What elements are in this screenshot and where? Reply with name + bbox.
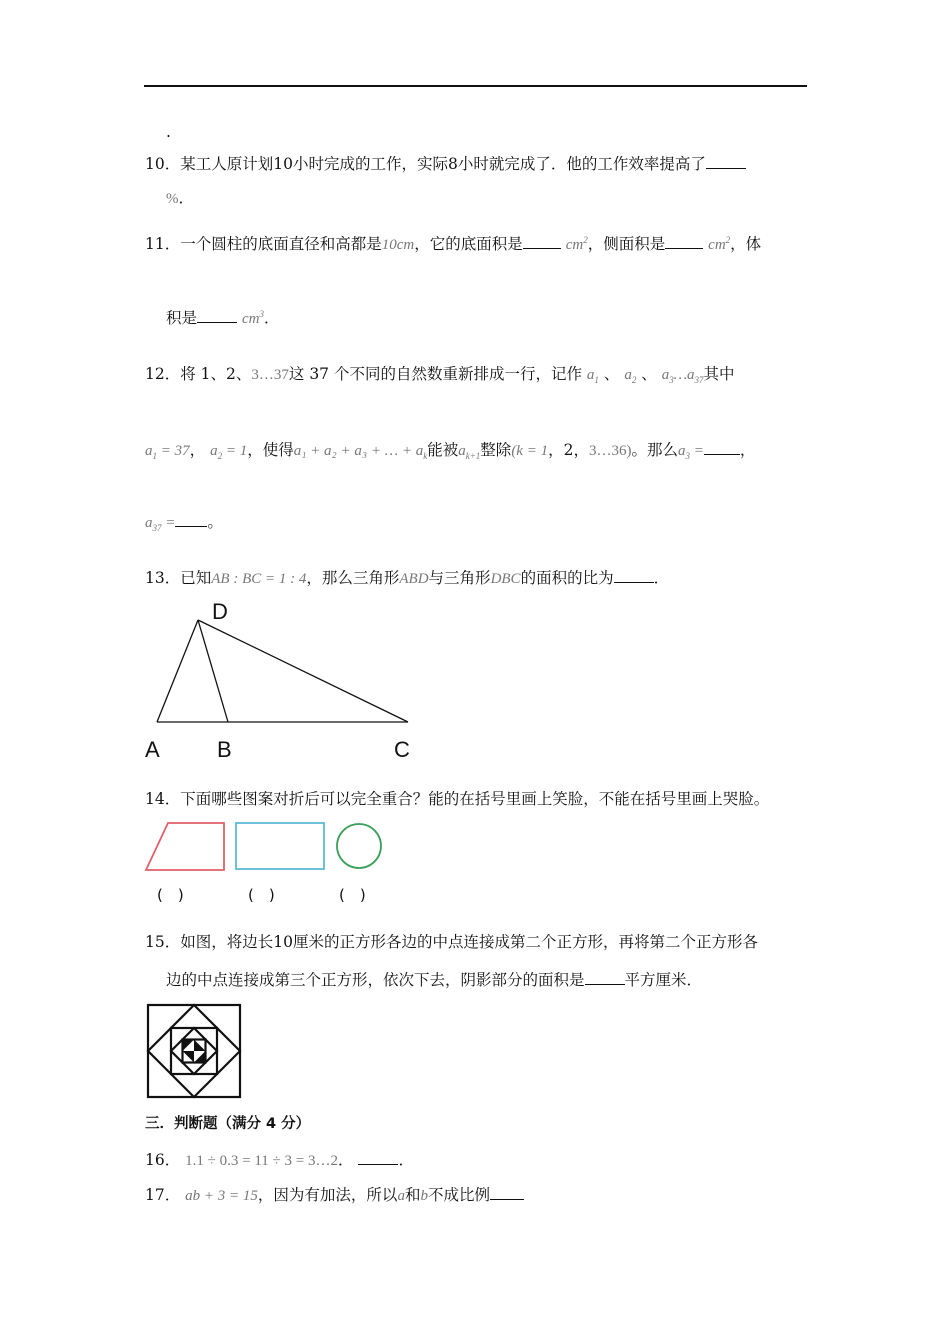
q16-expr: 1.1 ÷ 0.3 = 11 ÷ 3 = 3…2 [185,1153,338,1169]
q15-text3: 平方厘米． [624,971,703,989]
q13-ratio: AB : BC = 1 : 4 [211,571,307,587]
rectangle-shape [236,823,324,869]
q12-text5: 能被 [427,441,459,459]
q12-a3-label: $a_3$ = [677,443,704,461]
q11-text2: ，它的底面积是 [414,235,523,253]
q10-number: 10． [145,155,181,173]
question-10 [145,154,746,174]
label-a: A [145,737,160,762]
question-15 [145,932,758,952]
q12-text6: 整除 [480,441,512,459]
question-15-cont [166,970,702,990]
q10-text: 某工人原计划10小时完成的工作，实际8小时就完成了．他的工作效率提高了 [180,155,706,173]
q12-text2: 这 37 个不同的自然数重新排成一行，记作 [288,365,582,383]
q10-end: ． [178,189,195,207]
question-11-cont [166,304,279,329]
q11-text3: ，侧面积是 [587,235,666,253]
q13-text2: ，那么三角形 [306,569,400,587]
question-14 [145,789,769,809]
stray-dot: . [166,123,171,141]
q12-text1: 将 1、2、 [180,365,252,383]
q16-number: 16． [145,1151,181,1169]
q12-number: 12． [145,365,181,383]
q11-number: 11． [145,235,181,253]
q11-text1: 一个圆柱的底面直径和高都是 [180,235,382,253]
edge-dc [198,620,408,722]
q11-blank-base-area[interactable] [523,234,561,249]
q12-text3: 其中 [703,365,735,383]
edge-db [198,620,228,722]
question-11 [145,230,761,255]
q17-number: 17． [145,1186,181,1204]
q11-unit-sq2: $cm^2$ [708,235,731,253]
section-3-title: 三．判断题（满分 4 分） [145,1116,311,1132]
label-d: D [212,599,228,624]
q13-dbc: DBC [490,571,521,587]
q11-dimension: 10cm [381,237,415,253]
q13-abd: ABD [399,571,429,587]
question-12: 12．将 1、2、3…37这 37 个不同的自然数重新排成一行，记作 $a_1$ 、 $a_2$ 、 $a_3\dots a_{37}$其中 [145,365,735,385]
q11-unit-cu: $cm^3$ [241,309,264,327]
q11-blank-volume[interactable] [197,308,237,323]
q13-text4: 的面积的比为 [520,569,614,587]
q15-blank[interactable] [585,970,625,985]
q17-text2: 不成比例 [427,1186,490,1204]
edge-da [157,620,198,722]
q12-range: 3…37 [251,367,289,383]
q12-sum: a₁ + a₂ + a₃ + … + $a_k$ [293,443,428,461]
q17-and: 和 [404,1186,421,1204]
q15-nested-squares-figure [145,1002,243,1100]
question-12-line3: $a_{37}$ = 。 [145,513,223,533]
q12-a2-eq: $a_2 = 1$ [210,443,248,461]
q11-blank-side-area[interactable] [665,234,703,249]
q13-triangle-figure [140,595,430,765]
q12-a2: $a_2$ [624,367,637,385]
q12-text7: 。那么 [631,441,678,459]
q14-paren-2[interactable]: ( ) [248,886,275,904]
circle-shape [337,824,381,868]
q17-expr: ab + 3 = 15 [185,1188,258,1204]
q12-a1-eq: $a_1 = 37$ [145,443,190,461]
label-c: C [394,737,410,762]
q10-percent: % [166,191,179,207]
q17-blank[interactable] [490,1185,524,1200]
q15-text1: 如图，将边长10厘米的正方形各边的中点连接成第二个正方形，再将第二个正方形各 [180,933,758,951]
q13-text1: 已知 [180,569,212,587]
q12-blank-a3[interactable] [704,440,740,455]
q13-text3: 与三角形 [428,569,491,587]
label-b: B [217,737,232,762]
question-16: 16． 1.1 ÷ 0.3 = 11 ÷ 3 = 3…2． ． [145,1151,414,1169]
q17-text1: ，因为有加法，所以 [257,1186,398,1204]
q11-text5: 积是 [166,309,198,327]
q12-k-cond: (k = 1 [511,443,549,459]
q11-text4: ，体 [730,235,762,253]
q11-unit-sq1: $cm^2$ [565,235,588,253]
q14-paren-1[interactable]: ( ) [157,886,184,904]
header-rule [144,85,807,87]
question-13: 13．已知AB : BC = 1 : 4，那么三角形ABD与三角形DBC的面积的比为 ． [145,569,670,587]
q17-a: a [397,1188,405,1204]
q12-text4: ，使得 [247,441,294,459]
q12-k-range: 3…36) [588,443,632,459]
q14-number: 14． [145,790,181,808]
q11-end: ． [263,309,280,327]
shaded-region [183,1040,206,1063]
question-10-cont [166,188,194,209]
question-12-line2: $a_1 = 37$， $a_2 = 1$，使得a₁ + a₂ + a₃ + … + $a_k$能被$a_{k+1}$整除(k = 1，2，3…36)。那么$a_3$ = ， [145,441,756,461]
trapezoid-shape [146,823,224,870]
q15-text2: 边的中点连接成第三个正方形，依次下去，阴影部分的面积是 [166,971,585,989]
q13-blank[interactable] [614,568,654,583]
q13-number: 13． [145,569,181,587]
q15-number: 15． [145,933,181,951]
q12-a1: $a_1$ [586,367,599,385]
q12-a37-label: $a_{37}$ = [145,515,176,533]
q12-a3-a37: $a_3\dots a_{37}$ [661,367,704,385]
q10-blank[interactable] [706,154,746,169]
q16-blank[interactable] [358,1150,398,1165]
q17-b: b [420,1188,428,1204]
q12-ak1: $a_{k+1}$ [458,443,481,461]
question-17 [145,1185,524,1206]
q14-paren-3[interactable]: ( ) [339,886,366,904]
q14-text: 下面哪些图案对折后可以完全重合？能的在括号里画上笑脸，不能在括号里画上哭脸。 [180,790,770,808]
q12-blank-a37[interactable] [175,512,207,527]
